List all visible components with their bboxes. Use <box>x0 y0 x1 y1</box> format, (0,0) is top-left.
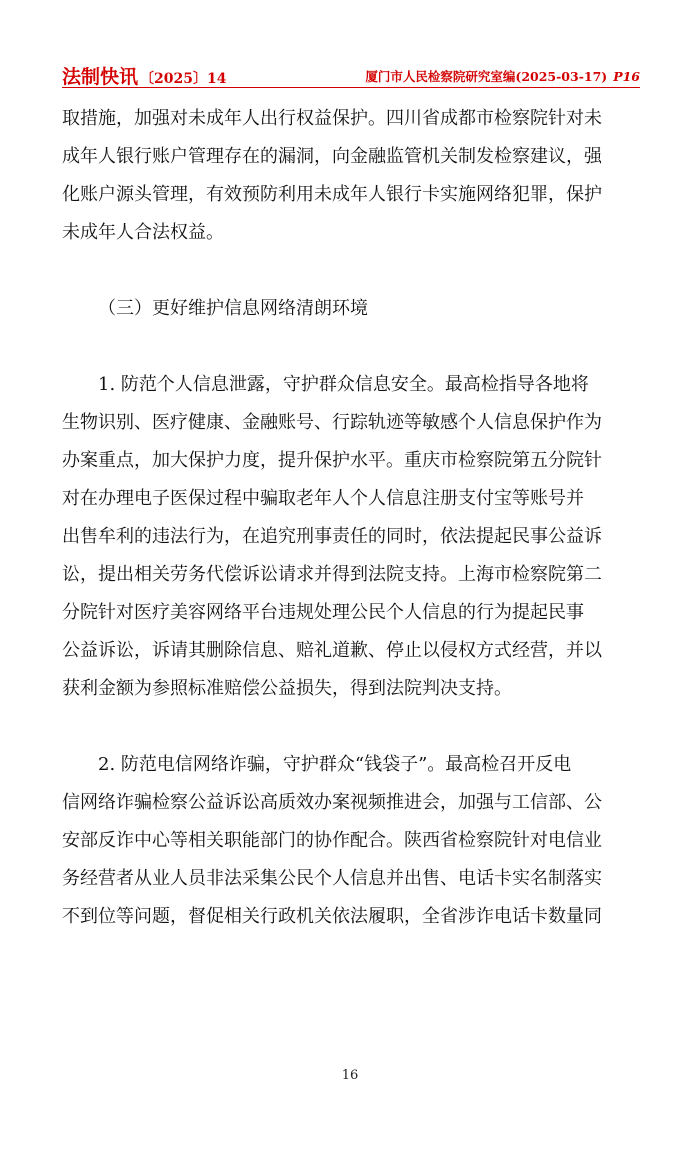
publication-title: 法制快讯 <box>62 66 139 88</box>
text-line: 办案重点，加大保护力度，提升保护水平。重庆市检察院第五分院针 <box>62 450 602 471</box>
text-line: 获利金额为参照标准赔偿公益损失，得到法院判决支持。 <box>62 678 512 699</box>
text-line: 对在办理电子医保过程中骗取老年人个人信息注册支付宝等账号并 <box>62 488 584 509</box>
text-line: 成年人银行账户管理存在的漏洞，向金融监管机关制发检察建议，强 <box>62 146 602 167</box>
text-line: 化账户源头管理，有效预防利用未成年人银行卡实施网络犯罪，保护 <box>62 184 602 205</box>
text-line: 信网络诈骗检察公益诉讼高质效办案视频推进会，加强与工信部、公 <box>62 792 602 813</box>
editor-credit: 厦门市人民检察院研究室编(2025-03-17) <box>365 69 608 84</box>
spacer <box>62 328 640 366</box>
editor-info <box>365 67 640 85</box>
text-line: 出售牟利的违法行为，在追究刑事责任的同时，依法提起民事公益诉 <box>62 526 602 547</box>
paragraph-2 <box>62 366 640 708</box>
page-number: 16 <box>341 1068 359 1083</box>
text-line: 讼，提出相关劳务代偿诉讼请求并得到法院支持。上海市检察院第二 <box>62 564 602 585</box>
text-line: 务经营者从业人员非法采集公民个人信息并出售、电话卡实名制落实 <box>62 868 602 889</box>
page-header <box>62 58 640 88</box>
text-line: 1. 防范个人信息泄露，守护群众信息安全。最高检指导各地将 <box>98 374 589 395</box>
text-line: 未成年人合法权益。 <box>62 222 224 243</box>
text-line: 公益诉讼，诉请其删除信息、赔礼道歉、停止以侵权方式经营，并以 <box>62 640 602 661</box>
paragraph-1 <box>62 100 640 252</box>
issue-number: 〔2025〕14 <box>140 71 227 87</box>
header-rule <box>62 87 640 88</box>
header-page-label: P16 <box>613 69 640 84</box>
spacer <box>62 252 640 290</box>
spacer <box>62 708 640 746</box>
section-heading: （三）更好维护信息网络清朗环境 <box>98 298 368 319</box>
text-line: 生物识别、医疗健康、金融账号、行踪轨迹等敏感个人信息保护作为 <box>62 412 602 433</box>
text-line: 取措施，加强对未成年人出行权益保护。四川省成都市检察院针对未 <box>62 108 602 129</box>
text-line: 分院针对医疗美容网络平台违规处理公民个人信息的行为提起民事 <box>62 602 584 623</box>
text-line: 安部反诈中心等相关职能部门的协作配合。陕西省检察院针对电信业 <box>62 830 602 851</box>
document-body <box>62 100 640 936</box>
text-line: 不到位等问题，督促相关行政机关依法履职，全省涉诈电话卡数量同 <box>62 906 602 927</box>
text-line: 2. 防范电信网络诈骗，守护群众“钱袋子”。最高检召开反电 <box>98 754 572 775</box>
paragraph-3 <box>62 746 640 936</box>
publication-masthead <box>62 62 226 89</box>
